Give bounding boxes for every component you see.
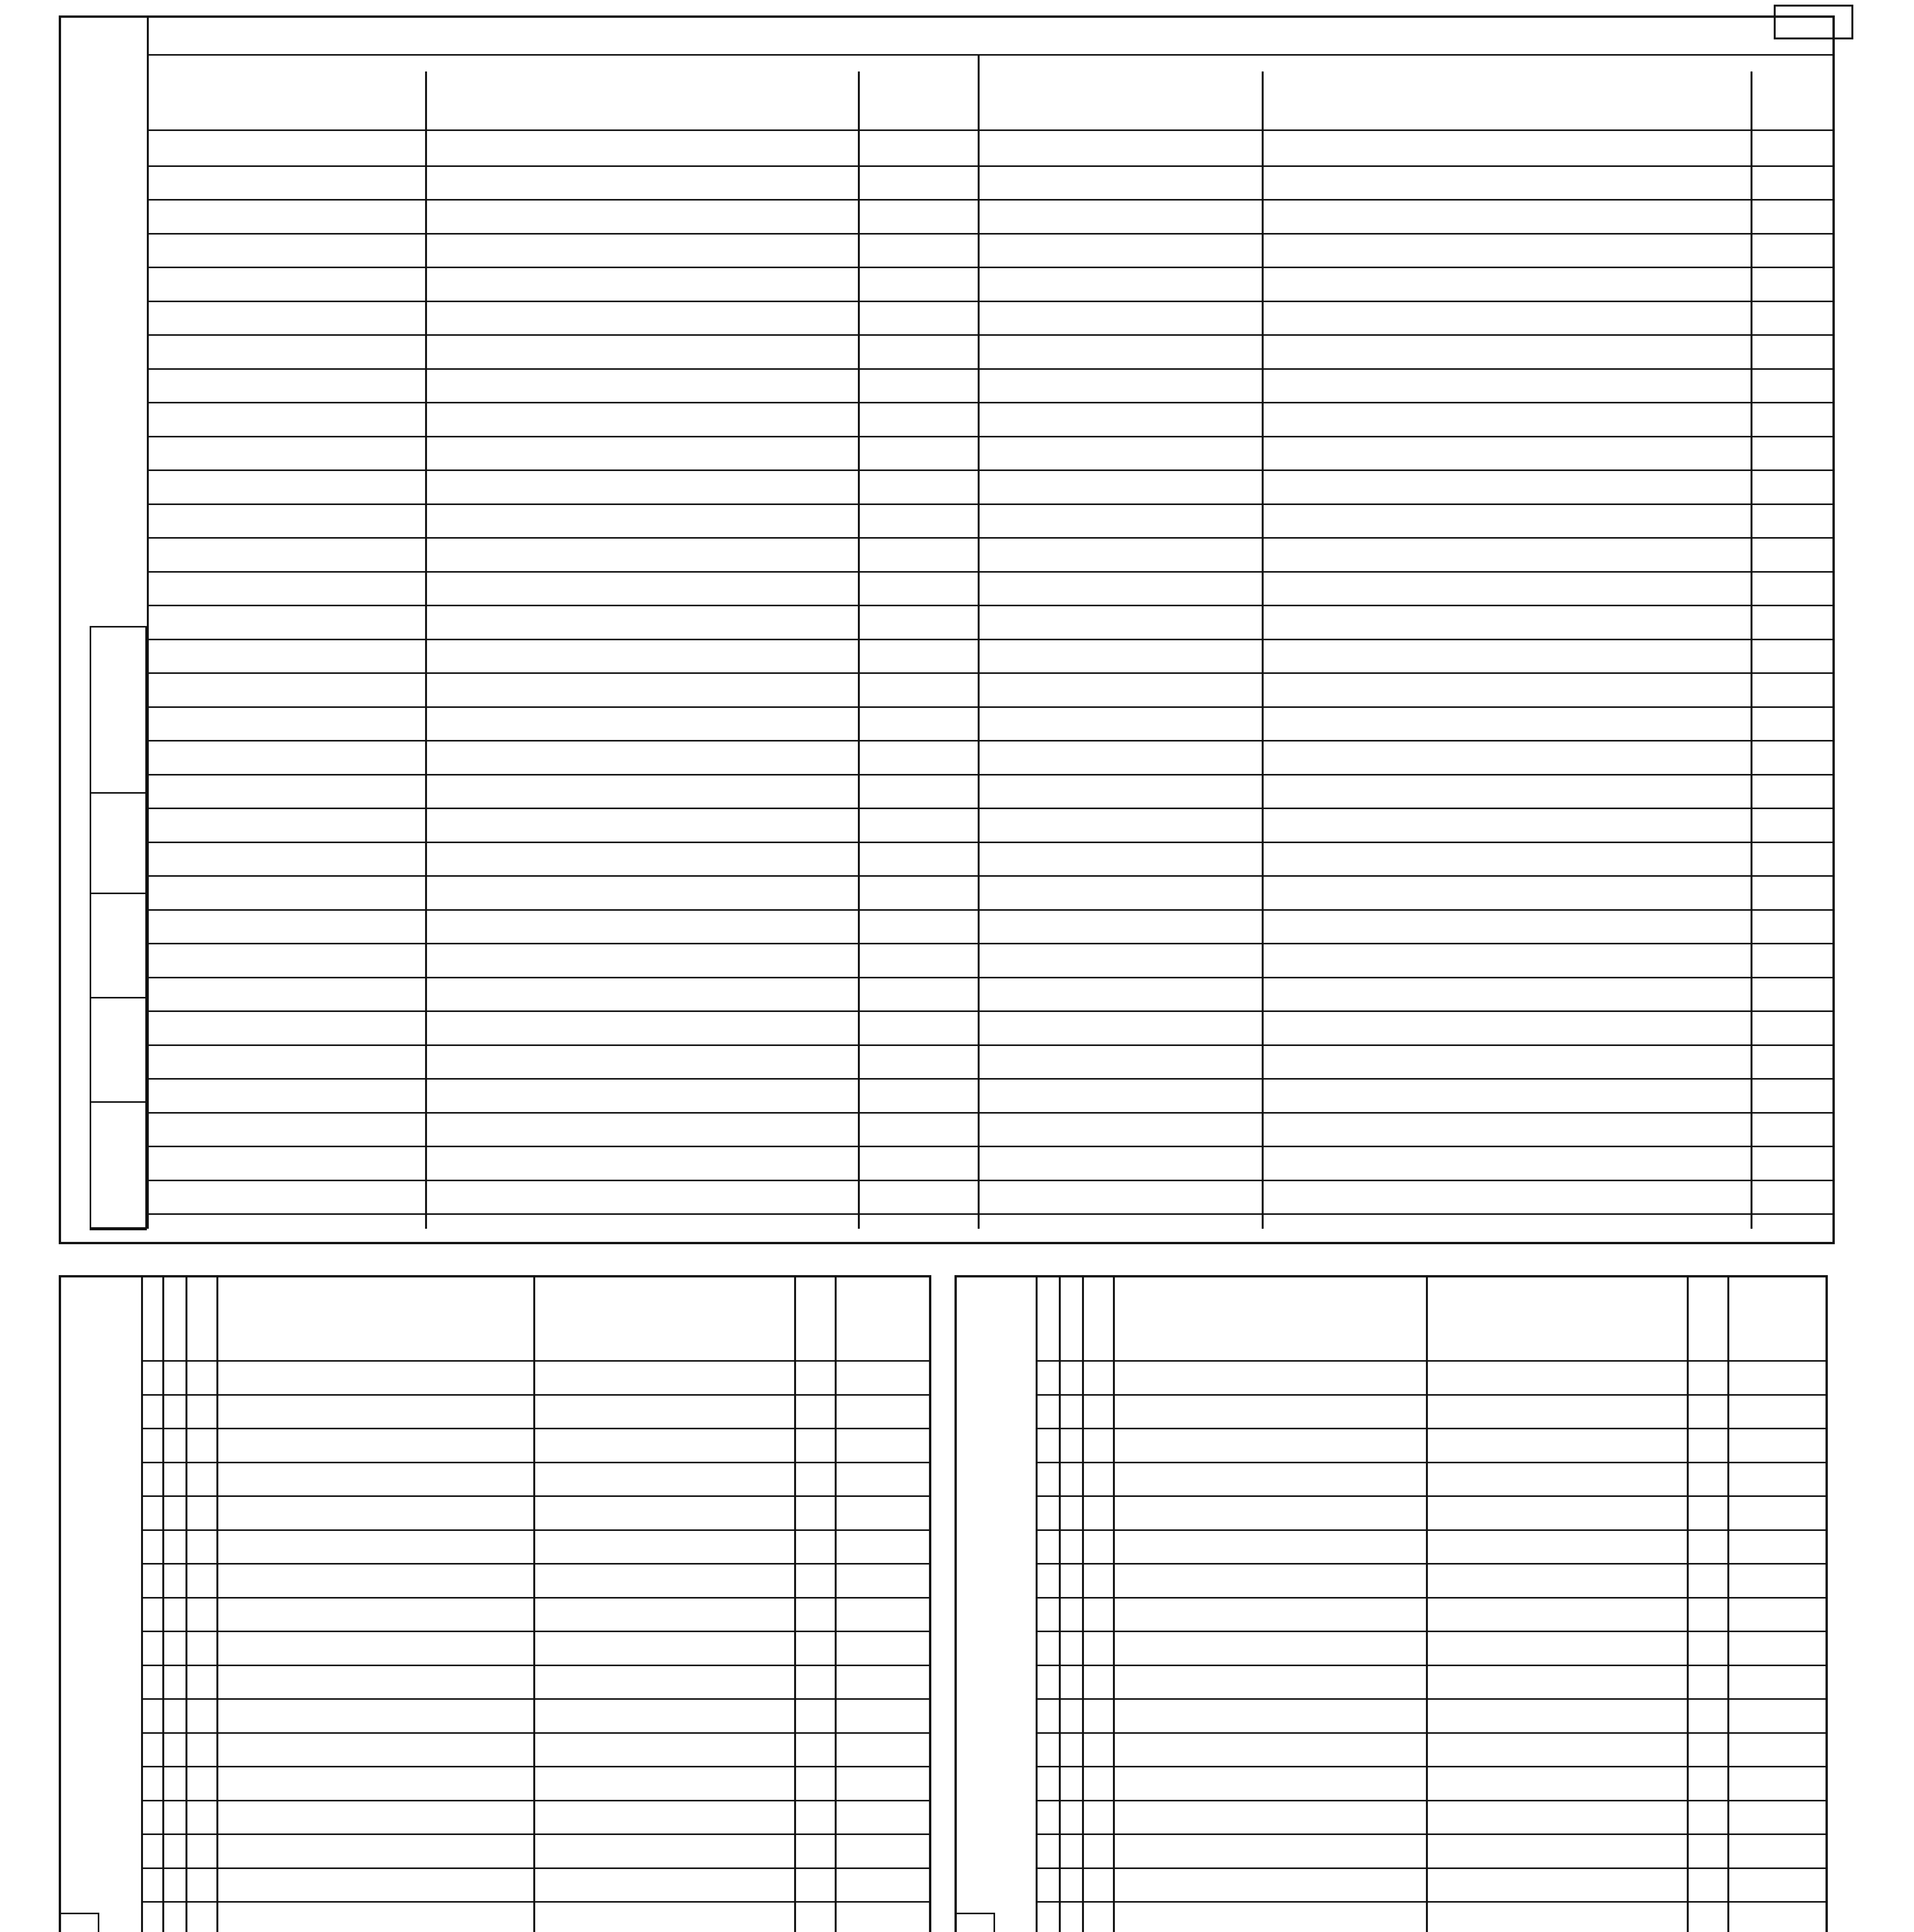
table-row bbox=[141, 1631, 931, 1632]
stamp-rule bbox=[90, 626, 147, 628]
table-row bbox=[978, 368, 1835, 370]
table-row bbox=[978, 267, 1835, 268]
table-row bbox=[147, 469, 978, 471]
table-row bbox=[978, 1213, 1835, 1215]
stamp-rule bbox=[954, 1913, 995, 1914]
table-row bbox=[141, 1901, 931, 1903]
table-row bbox=[141, 1833, 931, 1835]
table-row bbox=[147, 571, 978, 573]
table-row bbox=[147, 672, 978, 674]
table-row bbox=[1036, 1665, 1828, 1666]
table-row bbox=[978, 909, 1835, 911]
table-row bbox=[147, 1213, 978, 1215]
table-row bbox=[978, 1044, 1835, 1046]
table-row bbox=[141, 1800, 931, 1801]
table-row bbox=[147, 639, 978, 640]
column-rule bbox=[1262, 71, 1264, 1229]
table-row bbox=[1036, 1428, 1828, 1429]
table-row bbox=[978, 199, 1835, 201]
table-row bbox=[978, 1180, 1835, 1181]
table-row bbox=[1036, 1495, 1828, 1497]
table-row bbox=[141, 1495, 931, 1497]
table-row bbox=[978, 1010, 1835, 1012]
table-row bbox=[147, 334, 978, 336]
table-row bbox=[147, 740, 978, 742]
table-row bbox=[141, 1867, 931, 1869]
table-row bbox=[1036, 1833, 1828, 1835]
table-row bbox=[147, 909, 978, 911]
table-row bbox=[147, 774, 978, 776]
column-rule bbox=[1751, 71, 1752, 1229]
table-row bbox=[141, 1462, 931, 1463]
column-rule bbox=[858, 71, 860, 1229]
table-row bbox=[147, 808, 978, 809]
table-row bbox=[978, 436, 1835, 437]
stamp-rule bbox=[59, 1913, 99, 1914]
table-row bbox=[147, 1010, 978, 1012]
table-row bbox=[141, 1428, 931, 1429]
table-row bbox=[141, 1529, 931, 1531]
table-row bbox=[978, 774, 1835, 776]
column-rule bbox=[425, 71, 427, 1229]
table-row bbox=[147, 1146, 978, 1147]
table-row bbox=[147, 706, 978, 708]
center-divider bbox=[978, 54, 980, 1229]
stamp-strip bbox=[59, 1913, 99, 1932]
table-row bbox=[141, 1732, 931, 1734]
table-row bbox=[1036, 1394, 1828, 1396]
table-row bbox=[147, 842, 978, 843]
stamp-rule bbox=[90, 1229, 147, 1230]
table-row bbox=[978, 977, 1835, 978]
table-row bbox=[147, 233, 978, 235]
table-row bbox=[978, 165, 1835, 167]
table-row bbox=[147, 537, 978, 539]
table-row bbox=[1036, 1732, 1828, 1734]
table-row bbox=[141, 1563, 931, 1565]
table-row bbox=[978, 875, 1835, 877]
stamp-rule bbox=[90, 1101, 147, 1103]
table-row bbox=[978, 1078, 1835, 1080]
table-row bbox=[978, 503, 1835, 505]
table-row bbox=[147, 943, 978, 944]
header-rule bbox=[1036, 1360, 1828, 1362]
table-row bbox=[147, 199, 978, 201]
table-row bbox=[978, 1146, 1835, 1147]
table-row bbox=[147, 605, 978, 606]
table-row bbox=[141, 1665, 931, 1666]
table-row bbox=[1036, 1563, 1828, 1565]
table-row bbox=[1036, 1901, 1828, 1903]
table-row bbox=[1036, 1766, 1828, 1767]
table-row bbox=[978, 706, 1835, 708]
table-row bbox=[147, 301, 978, 302]
table-row bbox=[1036, 1597, 1828, 1599]
table-row bbox=[147, 977, 978, 978]
table-row bbox=[147, 402, 978, 403]
stamp-rule bbox=[90, 997, 147, 998]
table-row bbox=[1036, 1462, 1828, 1463]
table-row bbox=[978, 672, 1835, 674]
table-row bbox=[978, 740, 1835, 742]
table-row bbox=[1036, 1631, 1828, 1632]
table-row bbox=[978, 808, 1835, 809]
table-row bbox=[1036, 1800, 1828, 1801]
table-row bbox=[147, 436, 978, 437]
table-row bbox=[147, 503, 978, 505]
table-row bbox=[978, 301, 1835, 302]
table-row bbox=[1036, 1867, 1828, 1869]
table-row bbox=[1036, 1529, 1828, 1531]
table-row bbox=[147, 165, 978, 167]
table-row bbox=[147, 267, 978, 268]
table-row bbox=[147, 1044, 978, 1046]
table-row bbox=[978, 943, 1835, 944]
table-row bbox=[978, 469, 1835, 471]
stamp-strip bbox=[954, 1913, 995, 1932]
table-row bbox=[147, 368, 978, 370]
header-rule bbox=[147, 129, 1835, 131]
header-rule bbox=[141, 1360, 931, 1362]
table-row bbox=[147, 875, 978, 877]
table-row bbox=[978, 233, 1835, 235]
table-row bbox=[1036, 1698, 1828, 1700]
table-row bbox=[978, 639, 1835, 640]
table-row bbox=[147, 1180, 978, 1181]
table-row bbox=[978, 1112, 1835, 1114]
stamp-strip bbox=[90, 626, 147, 1229]
table-row bbox=[147, 1078, 978, 1080]
side-column-rule bbox=[147, 15, 149, 1229]
table-row bbox=[978, 537, 1835, 539]
table-row bbox=[978, 605, 1835, 606]
table-row bbox=[978, 842, 1835, 843]
table-row bbox=[147, 1112, 978, 1114]
table-row bbox=[141, 1698, 931, 1700]
table-row bbox=[141, 1597, 931, 1599]
stamp-rule bbox=[90, 792, 147, 794]
stamp-rule bbox=[90, 893, 147, 894]
table-row bbox=[141, 1766, 931, 1767]
table-row bbox=[978, 571, 1835, 573]
table-row bbox=[141, 1394, 931, 1396]
table-row bbox=[978, 402, 1835, 403]
sheet-number-box bbox=[1774, 5, 1853, 39]
table-row bbox=[978, 334, 1835, 336]
title-rule bbox=[147, 54, 1835, 56]
